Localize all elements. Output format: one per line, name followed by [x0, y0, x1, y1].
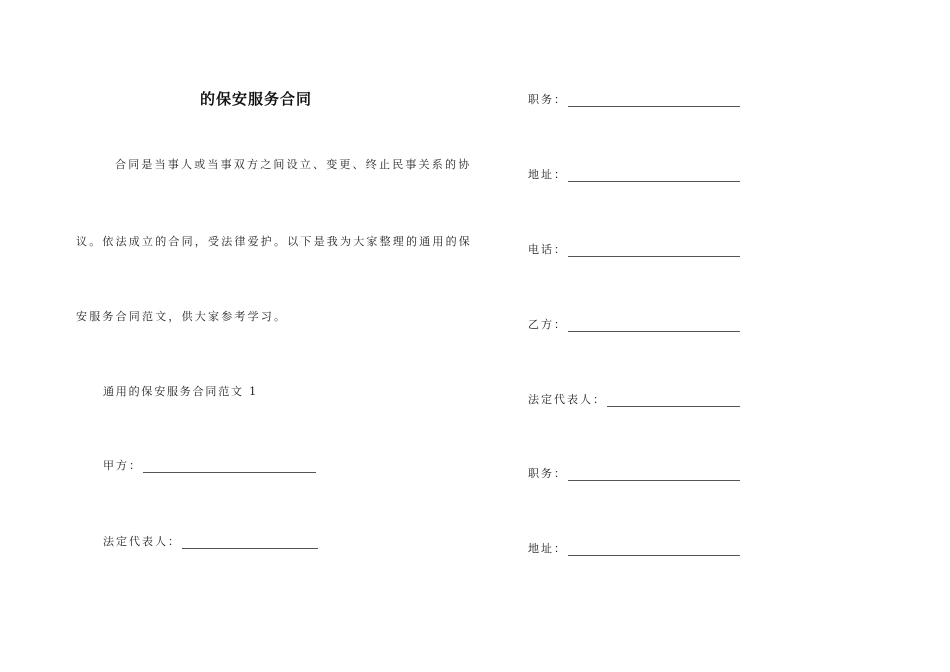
field-label: 电话：: [528, 243, 567, 256]
intro-line-1: 合同是当事人或当事双方之间设立、变更、终止民事关系的协: [115, 158, 472, 171]
field-legal-rep-a: [103, 535, 318, 549]
field-blank-line: [182, 537, 318, 549]
section-heading: 通用的保安服务合同范文 1: [103, 385, 258, 398]
field-phone-a: [528, 243, 740, 257]
field-blank-line: [143, 461, 316, 473]
field-label: 地址：: [528, 542, 567, 555]
field-position-a: [528, 93, 740, 107]
field-address-a: [528, 168, 740, 182]
field-legal-rep-b: [528, 393, 740, 407]
intro-line-2: 议。依法成立的合同，受法律爱护。以下是我为大家整理的通用的保: [76, 235, 472, 248]
field-label: 乙方：: [528, 318, 567, 331]
field-position-b: [528, 467, 740, 481]
document-title: 的保安服务合同: [200, 90, 313, 108]
field-party-a: [103, 459, 316, 473]
field-blank-line: [568, 469, 740, 481]
field-label: 法定代表人：: [103, 535, 181, 548]
field-blank-line: [568, 320, 740, 332]
field-label: 职务：: [528, 467, 567, 480]
field-address-b: [528, 542, 740, 556]
field-blank-line: [568, 544, 740, 556]
field-blank-line: [568, 245, 740, 257]
field-label: 甲方：: [103, 459, 142, 472]
intro-line-3: 安服务合同范文，供大家参考学习。: [76, 310, 288, 323]
field-label: 地址：: [528, 168, 567, 181]
field-blank-line: [607, 395, 740, 407]
field-blank-line: [568, 170, 740, 182]
field-blank-line: [568, 95, 740, 107]
field-label: 法定代表人：: [528, 393, 606, 406]
field-party-b: [528, 318, 740, 332]
field-label: 职务：: [528, 93, 567, 106]
